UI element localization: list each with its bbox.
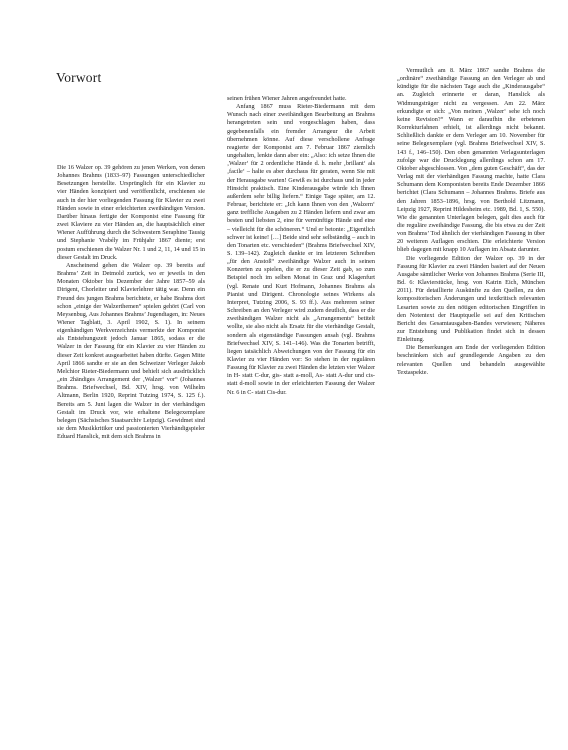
paragraph: Vermutlich am 8. März 1867 sandte Brahms die „ordinäre“ zweihändige Fassung an den Verleger ab und kündigte für die nächsten Tage auch die „Kinderausgabe“ an. Zugleich erinnerte er daran, Hanslick als Widmungsträger nicht zu vergessen. Am 22. März erkundigte er sich: „Von meinen ‚Walzer‘ sehe ich noch keine Revision?“ Wann er daraufhin die erbetenen Korrekturfahnen erhielt, ist allerdings nicht bekannt. Schließlich dankte er dem Verleger am 10. November für seine Belegexemplare (vgl. Brahms Briefwechsel XIV, S. 143 f., 146–150). Den oben genannten Verlagsunterlagen zufolge war die Drucklegung allerdings schon am 17. Oktober abgeschlossen. Von „dem guten Geschäft“, das der Verlag mit der vierhändigen Fassung machte, hatte Clara Schumann dem Komponisten bereits Ende Dezember 1866 berichtet (Clara Schumann – Johannes Brahms. Briefe aus den Jahren 1853–1896, hrsg. von Berthold Litzmann, Leipzig 1927, Reprint Hildesheim etc. 1989, Bd. 1, S. 550). Wie die genannten Unterlagen belegen, galt dies auch für die reguläre zweihändige Fassung, die bis etwa zu der Zeit von Brahms’ Tod ähnlich der vierhändigen Fassung in über 20 weiteren Auflagen erschien. Die erleichterte Version blieb dagegen mit knapp 10 Auflagen im Absatz darunter. (397, 67, 545, 254)
paragraph: seinen frühen Wiener Jahren angefreundet hatte. (227, 95, 347, 102)
paragraph: Die 16 Walzer op. 39 gehören zu jenen Werken, von denen Johannes Brahms (1833–97) Fassungen unterschiedlicher Besetzungen herstellte. Ursprünglich für ein Klavier zu vier Händen konzipiert und veröffentlicht, erschienen sie auch in der hier vorliegenden Fassung für Klavier zu zwei Händen sowie in einer erleichterten zweihändigen Version. Darüber hinaus fertigte der Komponist eine Fassung für zwei Klaviere zu vier Händen an, die hauptsächlich einer Wiener Aufführung durch die Schwestern Seraphine Tausig und Stephanie Vrabély im Frühjahr 1867 diente; erst postum erschienen die Walzer Nr. 1 und 2, 11, 14 und 15 in dieser Gestalt im Druck. (57, 164, 205, 261)
paragraph: Anscheinend gehen die Walzer op. 39 bereits auf Brahms’ Zeit in Detmold zurück, wo er jeweils in den Monaten Oktober bis Dezember der Jahre 1857–59 als Dirigent, Chorleiter und Klavierlehrer tätig war. Denn ein Freund des jungen Brahms berichtete, er habe Brahms dort schon „einige der Walzerthemen“ spielen gehört (Carl von Meysenbug, Aus Johannes Brahms’ Jugendtagen, in: Neues Wiener Tagblatt, 3. April 1902, S. 1). In seinem eigenhändigen Werkverzeichnis vermerkte der Komponist als Entstehungszeit jedoch Januar 1865, sodass er die Walzer in der Fassung für ein Klavier zu vier Händen zu dieser Zeit konkret ausgearbeitet haben dürfte. Gegen Mitte April 1866 sandte er sie an den Schweizer Verleger Jakob Melchior Rieter-Biedermann und behielt sich ausdrücklich „ein 2händiges Arrangement der ‚Walzer‘ vor“ (Johannes Brahms. Briefwechsel, Bd. XIV, hrsg. von Wilhelm Altmann, Berlin 1920, Reprint Tutzing 1974, S. 125 f.). Bereits am 5. Juni lagen die Walzer in der vierhändigen Gestalt im Druck vor, wie erhaltene Belegexemplare belegen (Sächsisches Staatsarchiv Leipzig). Gewidmet sind sie dem Musikkritiker und passionierten Vierhändigspieler Eduard Hanslick, mit dem sich Brahms in (57, 261, 205, 441)
paragraph: Die vorliegende Edition der Walzer op. 39 in der Fassung für Klavier zu zwei Händen basiert auf der Neuen Ausgabe sämtlicher Werke von Johannes Brahms (Serie III, Bd. 6: Klavierstücke, hrsg. von Katrin Eich, München 2011). Für detaillierte Auskünfte zu den Quellen, zu den kompositorischen Änderungen und textkritisch relevanten Lesarten sowie zu den nötigen editorischen Eingriffen in den Notentext der Hauptquelle sei auf den Kritischen Bericht des Gesamtausgaben-Bandes verwiesen; Näheres zur Entstehung und Publikation findet sich in dessen Einleitung. (397, 254, 545, 344)
text-column-3 (397, 67, 545, 377)
paragraph: Die Bemerkungen am Ende der vorliegenden Edition beschränken sich auf grundlegende Angaben zu den relevanten Quellen und behandeln ausgewählte Textaspekte. (397, 344, 545, 376)
text-column-2 (227, 95, 375, 397)
page-title: Vorwort (56, 70, 102, 85)
text-column-1 (57, 164, 205, 441)
paragraph: Anfang 1867 muss Rieter-Biedermann mit dem Wunsch nach einer zweihändigen Bearbeitung an Brahms herangetreten sein und vorgeschlagen haben, dass gegebenenfalls ein fremder Arrangeur die Arbeit übernehmen könne. Auf diese verschollene Anfrage reagierte der Komponist am 7. Februar 1867 ziemlich ungehalten, lenkte dann aber ein: „Also: ich setze Ihnen die ‚Walzer‘ für 2 ordentliche Hände d. h. mehr ‚brillant‘ als ‚facile‘ – halte es aber durchaus für geraten, wenn Sie mit der Herausgabe warten! Gewiß es ist durchaus und in jeder Hinsicht praktisch. Eine Kinderausgabe würde ich Ihnen außerdem sehr billig liefern.“ Einige Tage später, am 12. Februar, berichtete er: „Ich kann Ihnen von den ‚Walzern‘ ganz treffliche Ausgaben zu 2 Händen liefern und zwar am besten und liebsten 2, eine für vernünftige Hände und eine – vielleicht für die schöneren.“ Und er betonte: „Eigentlich schwer ist keine! […] Beide sind sehr selbständig – auch in den Tonarten etc. verschieden“ (Brahms Briefwechsel XIV, S. 139–142). Zugleich dankte er im letzteren Schreiben „für den Anstoß“ zweihändige Walzer auch in seinen Konzerten zu spielen, die er zu dieser Zeit gab, so zum Beispiel noch im selben Monat in Graz und Klagenfurt (vgl. Renate und Kurt Hofmann, Johannes Brahms als Pianist und Dirigent. Chronologie seines Wirkens als Interpret, Tutzing 2006, S. 93 ff.). Aus mehreren seiner Schreiben an den Verleger wird zudem deutlich, dass er die zweihändigen Walzer nicht als „Arrangements“ betitelt wollte, sie also nicht als Ersatz für die vierhändige Gestalt, sondern als eigenständige Fassungen ansah (vgl. Brahms Briefwechsel XIV, S. 141–146). Was die Tonarten betrifft, liegen tatsächlich Abweichungen von der Fassung für ein Klavier zu vier Händen vor: So stehen in der regulären Fassung für Klavier zu zwei Händen die letzten vier Walzer in H- statt C-dur, gis- statt a-moll, As- statt A-dur und cis- statt d-moll sowie in der erleichterten Fassung der Walzer Nr. 6 in C- statt Cis-dur. (227, 103, 375, 396)
